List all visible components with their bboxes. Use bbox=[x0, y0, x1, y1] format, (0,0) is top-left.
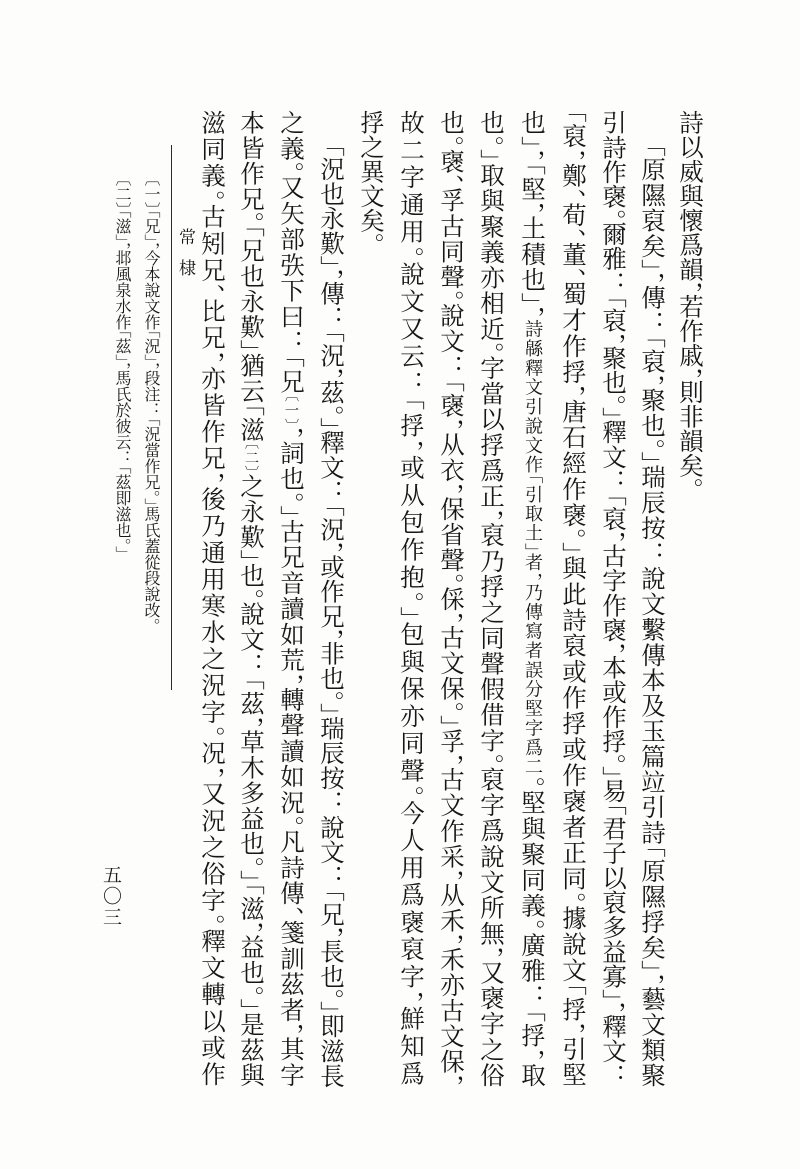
text-column-10 bbox=[313, 110, 349, 1090]
column-text: 也」，「堅，土積也」， bbox=[518, 110, 547, 320]
column-run bbox=[357, 110, 386, 245]
column-text: 之義。又矢部矤下曰：「兄 bbox=[277, 110, 306, 395]
footnote-marker: 〔一〕 bbox=[283, 394, 299, 427]
column-run bbox=[437, 110, 466, 1088]
text-column-2 bbox=[634, 110, 670, 1090]
footnote-2: 〔二〕「滋」，邶風泉水作「茲」，馬氏於彼云：「茲即滋也。」 bbox=[113, 178, 132, 554]
column-text: 故二字通用。說文又云：「捊，或从包作抱。」包與保亦同聲。今人用爲襃裒字，鮮知爲 bbox=[397, 110, 426, 1089]
text-column-1 bbox=[672, 110, 708, 1090]
text-column-6 bbox=[473, 110, 509, 1090]
column-text: 「裒，鄭、荀、董、蜀才作捊，唐石經作襃。」與此詩裒或作捊或作襃者正同。據說文「捊，引堅 bbox=[559, 110, 588, 1089]
running-title: 常棣 bbox=[175, 228, 195, 290]
text-column-8 bbox=[393, 110, 429, 1090]
column-run bbox=[599, 110, 628, 1088]
page-number: 五〇三 bbox=[100, 865, 122, 928]
small-annotation-text: 詩緜釋文引說文作「引取土」者，乃傳寫者誤分堅字爲二 bbox=[522, 319, 543, 777]
column-text: 也。」取與聚義亦相近。字當以捊爲正，裒乃捊之同聲假借字。裒字爲說文所無，又襃字之俗 bbox=[477, 110, 506, 1088]
column-text: 也。襃、孚古同聲。說文：「襃，从衣，保省聲。倸，古文保。」孚，古文作采，从禾，禾亦古文保， bbox=[437, 110, 466, 1088]
column-text: 。堅與聚同義。廣雅：「捊，取 bbox=[518, 776, 547, 1088]
column-text: 捊之異文矣。 bbox=[357, 110, 386, 245]
column-text: 滋同義。古矧兄、比兄，亦皆作兄，後乃通用寒水之況字。况，又況之俗字。釋文轉以或作 bbox=[198, 110, 227, 1089]
column-run bbox=[638, 144, 667, 1088]
column-run bbox=[518, 110, 547, 1088]
column-run bbox=[559, 110, 588, 1088]
column-text: 之永歎」也。說文：「茲，草木多益也。」「滋，益也。」是茲與 bbox=[237, 473, 266, 1089]
text-column-4 bbox=[555, 110, 591, 1090]
column-run bbox=[237, 110, 266, 1088]
column-run bbox=[397, 110, 426, 1088]
text-column-7 bbox=[433, 110, 469, 1090]
footnote-1: 〔一〕「兄」，今本說文作「況」，段注：「況當作兄。」馬氏蓋從段說改。 bbox=[142, 178, 161, 626]
footnote-marker: 〔二〕 bbox=[243, 442, 259, 474]
column-text: 「況也永歎」，傳：「況，茲。」釋文：「況，或作兄，非也。」瑞辰按：說文：「兄，長也。」即滋長 bbox=[317, 144, 346, 1089]
text-column-3 bbox=[595, 110, 631, 1090]
text-column-5 bbox=[514, 110, 550, 1090]
column-text: 本皆作兄。「兄也永歎」猶云「滋 bbox=[237, 110, 266, 443]
column-text: 詩以威與懷爲韻，若作戚，則非韻矣。 bbox=[676, 110, 705, 490]
text-column-12 bbox=[233, 110, 269, 1090]
column-run bbox=[198, 110, 227, 1088]
column-run bbox=[277, 110, 306, 1088]
column-text: 「原隰裒矣」，傳：「裒，聚也。」瑞辰按：說文繫傳本及玉篇竝引詩「原隰捊矣」，藝文類聚 bbox=[638, 144, 667, 1089]
footnote-divider bbox=[171, 145, 172, 690]
column-run bbox=[477, 110, 506, 1088]
column-text: 引詩作襃。爾雅：「裒，聚也。」釋文：「裒，古字作襃，本或作捊。」易「君子以裒多益寡」，釋文： bbox=[599, 110, 628, 1089]
column-run bbox=[317, 144, 346, 1088]
text-column-11 bbox=[273, 110, 309, 1090]
text-column-9 bbox=[353, 110, 389, 1090]
column-text: ，詞也。」古兄音讀如荒，轉聲讀如況。凡詩傳、箋訓茲者，其字 bbox=[277, 426, 306, 1088]
text-column-13 bbox=[194, 110, 230, 1090]
column-run bbox=[676, 110, 705, 490]
